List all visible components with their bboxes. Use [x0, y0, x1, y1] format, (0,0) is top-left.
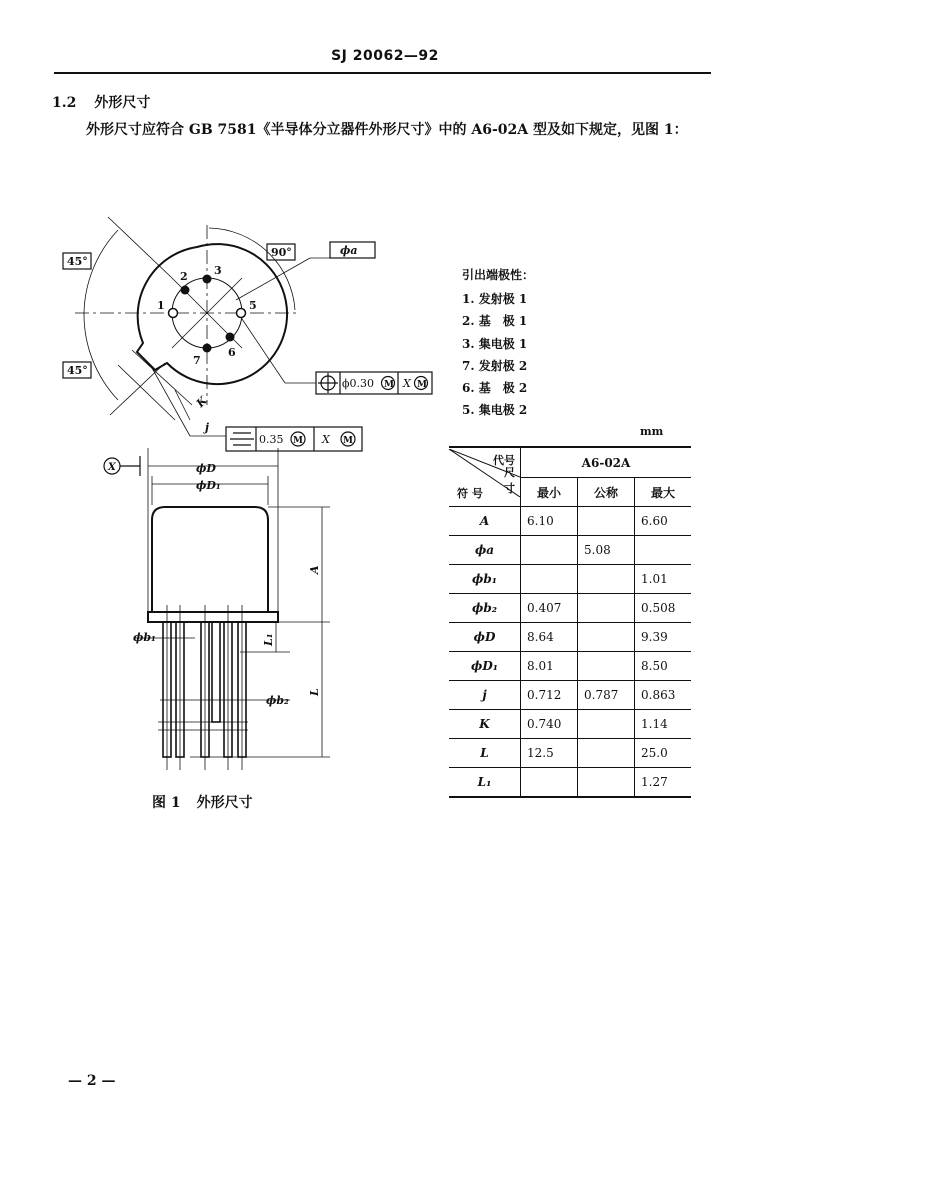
cell-symbol: ϕb₁: [449, 565, 521, 594]
pin-list-title: 引出端极性：: [462, 268, 535, 282]
cell-symbol: j: [449, 681, 521, 710]
cell-nom: [578, 652, 635, 681]
dim-phi-d: ϕD: [196, 462, 216, 475]
cell-min: 0.740: [521, 710, 578, 739]
table-row: [449, 565, 691, 594]
cell-symbol: K: [449, 710, 521, 739]
type-header: A6-02A: [521, 447, 692, 478]
col-header-nom: 公称: [578, 478, 635, 507]
dim-phi-b2: ϕb₂: [266, 694, 289, 707]
pin-2-dot: [181, 286, 190, 295]
section-body: 外形尺寸应符合 GB 7581《半导体分立器件外形尺寸》中的 A6-02A 型及如下规定，见图 1：: [86, 122, 688, 138]
dim-l1: L₁: [262, 633, 275, 646]
pin-7-dot: [203, 344, 212, 353]
page-header: SJ 20062—92: [331, 48, 439, 64]
cell-max: 8.50: [635, 652, 692, 681]
pin-list-item: 1. 发射极 1: [462, 292, 528, 306]
cell-nom: 0.787: [578, 681, 635, 710]
pin-list-item: 2. 基 极 1: [462, 314, 528, 328]
position-tol-modifier: M: [384, 380, 394, 390]
can-flange: [148, 612, 278, 622]
table-row: [449, 681, 691, 710]
pin-label-5: 5: [249, 299, 257, 312]
cell-nom: [578, 565, 635, 594]
pin-label-1: 1: [157, 299, 165, 312]
cell-max: [635, 536, 692, 565]
table-row: [449, 507, 691, 536]
pin-label-2: 2: [180, 270, 188, 283]
cell-min: [521, 536, 578, 565]
cell-symbol: L₁: [449, 768, 521, 798]
pin-label-6: 6: [228, 346, 236, 359]
pin-label-3: 3: [214, 264, 222, 277]
cell-max: 9.39: [635, 623, 692, 652]
figure-caption: [152, 792, 253, 812]
figure-caption-number: 图 1: [152, 795, 181, 811]
cell-min: 0.712: [521, 681, 578, 710]
cell-symbol: ϕD: [449, 623, 521, 652]
cell-max: 1.27: [635, 768, 692, 798]
header-outline: [137, 244, 287, 384]
page-number: — 2 —: [68, 1073, 116, 1089]
col-header-min: 最小: [521, 478, 578, 507]
pin-list-item: 3. 集电极 1: [462, 337, 528, 351]
position-tol-datum-modifier: M: [417, 380, 427, 390]
dim-phi-d1: ϕD₁: [196, 479, 221, 492]
cell-min: 0.407: [521, 594, 578, 623]
pin-label-7: 7: [193, 354, 201, 367]
table-unit: mm: [640, 425, 664, 438]
cell-min: 6.10: [521, 507, 578, 536]
dimension-table: [449, 446, 691, 798]
cell-nom: [578, 623, 635, 652]
dim-l: L: [308, 688, 321, 696]
cell-nom: [578, 710, 635, 739]
cell-max: 1.01: [635, 565, 692, 594]
corner-label-code: 代号: [493, 453, 515, 467]
corner-label-symbol: 符 号: [457, 486, 483, 500]
cell-symbol: ϕD₁: [449, 652, 521, 681]
cell-symbol: A: [449, 507, 521, 536]
dim-phi-b1: ϕb₁: [133, 631, 156, 644]
table-row: [449, 768, 691, 798]
leads: [163, 622, 246, 757]
section-number: 1.2: [52, 95, 77, 111]
position-tol-value: ϕ0.30: [342, 377, 374, 390]
pin-list-item: 6. 基 极 2: [462, 381, 528, 395]
cell-nom: 5.08: [578, 536, 635, 565]
corner-label-dim: 尺寸: [504, 465, 515, 495]
cell-nom: [578, 739, 635, 768]
table-corner-cell: [449, 447, 521, 507]
datum-x-label: X: [108, 462, 116, 473]
cell-max: 25.0: [635, 739, 692, 768]
cell-min: [521, 565, 578, 594]
table-row: [449, 652, 691, 681]
pin-list-item: 7. 发射极 2: [462, 359, 528, 373]
figure-caption-title: 外形尺寸: [196, 795, 253, 811]
col-header-max: 最大: [635, 478, 692, 507]
angle-label-top: 45°: [67, 255, 88, 268]
dim-a: A: [308, 565, 321, 574]
pin-6-dot: [226, 333, 235, 342]
symmetry-tol-datum-modifier: M: [343, 436, 353, 446]
cell-min: 8.64: [521, 623, 578, 652]
table-row: [449, 623, 691, 652]
dim-k: K: [193, 393, 210, 410]
symmetry-tol-datum: X: [322, 433, 330, 446]
symmetry-tol-modifier: M: [293, 436, 303, 446]
table-row: [449, 594, 691, 623]
cell-nom: [578, 507, 635, 536]
pin-3-dot: [203, 275, 212, 284]
position-tol-datum: X: [403, 377, 411, 390]
pin-5-dot: [237, 309, 246, 318]
cell-symbol: ϕa: [449, 536, 521, 565]
position-tolerance-frame: [316, 372, 432, 394]
cell-nom: [578, 594, 635, 623]
cell-min: 12.5: [521, 739, 578, 768]
angle-label-bottom: 45°: [67, 364, 88, 377]
table-row: [449, 710, 691, 739]
cell-min: [521, 768, 578, 798]
cell-symbol: L: [449, 739, 521, 768]
dim-phi-a: ϕa: [340, 244, 358, 257]
cell-max: 6.60: [635, 507, 692, 536]
pin-1-dot: [169, 309, 178, 318]
cell-max: 0.508: [635, 594, 692, 623]
cell-min: 8.01: [521, 652, 578, 681]
cell-symbol: ϕb₂: [449, 594, 521, 623]
dim-j: j: [205, 421, 209, 434]
cell-nom: [578, 768, 635, 798]
table-row: [449, 536, 691, 565]
angle-label-right: 90°: [271, 246, 292, 259]
can-body: [152, 507, 268, 612]
table-row: [449, 739, 691, 768]
section-title: 外形尺寸: [94, 95, 151, 111]
symmetry-tol-value: 0.35: [259, 433, 284, 446]
cell-max: 1.14: [635, 710, 692, 739]
cell-max: 0.863: [635, 681, 692, 710]
pin-list-item: 5. 集电极 2: [462, 403, 528, 417]
